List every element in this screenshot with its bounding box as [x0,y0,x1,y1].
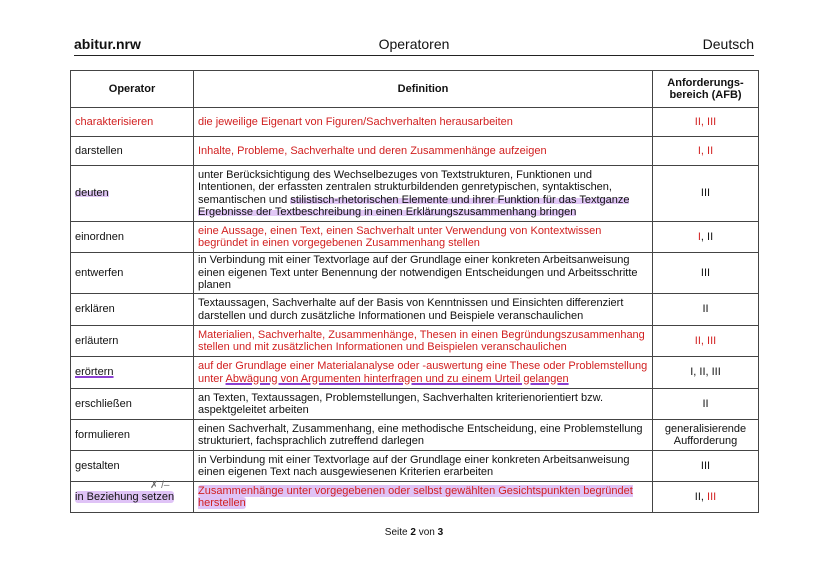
operator-cell [71,482,194,513]
operator-cell: formulieren [71,420,194,451]
afb-cell: I, II [653,137,759,166]
definition-cell: die jeweilige Eigenart von Figuren/Sachverhalten herausarbeiten [194,108,653,137]
table-row [71,451,759,482]
definition-cell [194,357,653,389]
underlined-operator: erörtern [75,366,114,379]
afb-cell: III [653,451,759,482]
footer-middle: von [415,527,438,538]
highlighted-operator: in Beziehung setzen [75,490,175,503]
definition-cell: in Verbindung mit einer Textvorlage auf der Grundlage einer konkreten Arbeitsanweisung einen eigenen Text nach ausgewiesenen Kriterien erarbeiten [194,451,653,482]
definition-cell: Inhalte, Probleme, Sachverhalte und deren Zusammenhänge aufzeigen [194,137,653,166]
afb-cell [653,482,759,513]
operator-cell [71,166,194,222]
table-row [71,108,759,137]
operators-table [70,70,759,513]
afb-cell: III [653,166,759,222]
operator-cell [71,357,194,389]
afb-black: II, [694,490,708,503]
page-footer [0,527,828,538]
afb-cell: generalisierende Aufforderung [653,420,759,451]
afb-cell: II [653,389,759,420]
table-row [71,166,759,222]
definition-cell [194,166,653,222]
header-left: abitur.nrw [74,36,141,52]
header-title: Operatoren [378,36,450,52]
footer-total: 3 [437,527,444,538]
afb-cell [653,222,759,253]
table-row [71,326,759,357]
table-row [71,482,759,513]
handwritten-marks: ✗ /– [150,480,170,491]
definition-cell: einen Sachverhalt, Zusammenhang, eine methodische Entscheidung, eine Problemstellung strukturiert, fachsprachlich zutreffend darlegen [194,420,653,451]
highlighted-text: Zusammenhänge unter vorgegebenen oder selbst gewählten Gesichtspunkten begründet herstellen [198,484,633,509]
operator-cell: erschließen [71,389,194,420]
highlighted-text: stilistisch-rhetorischen Elemente und ihrer Funktion für das Textganze Ergebnisse der Textbeschreibung in einen Erklärungszusammenhang bringen [198,193,630,218]
definition-cell: Textaussagen, Sachverhalte auf der Basis von Kenntnissen und Einsichten differenziert darstellen und durch zusätzliche Informationen und Beispiele veranschaulichen [194,294,653,326]
table-row [71,357,759,389]
header-rule [74,55,754,56]
footer-page: 2 [410,527,416,538]
operator-cell: erklären [71,294,194,326]
column-header-operator: Operator [71,71,194,108]
header-subject: Deutsch [702,36,754,52]
table-row [71,222,759,253]
table-header-row [71,71,759,108]
table-row [71,253,759,294]
footer-prefix: Seite [384,527,411,538]
afb-cell: II [653,294,759,326]
definition-cell: in Verbindung mit einer Textvorlage auf der Grundlage einer konkreten Arbeitsanweisung einen eigenen Text unter Benennung der notwendigen Entscheidungen und Arbeitsschritte planen [194,253,653,294]
operator-cell: darstellen [71,137,194,166]
definition-cell: eine Aussage, einen Text, einen Sachverhalt unter Verwendung von Kontextwissen begründet in einen vorgegebenen Zusammenhang stellen [194,222,653,253]
column-header-definition: Definition [194,71,653,108]
operator-cell: entwerfen [71,253,194,294]
table-row [71,137,759,166]
afb-cell: II, III [653,108,759,137]
definition-text: auf der Grundlage einer Materialanalyse oder -auswertung eine These oder Problemstellung unter [198,360,648,385]
afb-cell: I, II, III [653,357,759,389]
table-row [71,389,759,420]
operator-cell: gestalten [71,451,194,482]
operator-cell: erläutern [71,326,194,357]
operator-cell: charakterisieren [71,108,194,137]
highlighted-operator: deuten [75,187,109,200]
afb-red: III [707,490,717,503]
definition-cell: Materialien, Sachverhalte, Zusammenhänge, Thesen in einen Begründungszusammenhang stellen und mit zusätzlichen Informationen und Beispielen veranschaulichen [194,326,653,357]
afb-black: , II [700,230,714,243]
afb-red: I [697,230,701,243]
afb-cell: II, III [653,326,759,357]
column-header-afb: Anforderungs- bereich (AFB) [653,71,759,108]
definition-cell: an Texten, Textaussagen, Problemstellungen, Sachverhalten kriterienorientiert bzw. aspektgeleitet arbeiten [194,389,653,420]
underlined-text: Abwägung von Argumenten hinterfragen und zu einem Urteil gelangen [225,372,569,385]
afb-cell: III [653,253,759,294]
definition-text: unter Berücksichtigung des Wechselbezuges von Textstrukturen, Funktionen und Intentionen, der erfassten zentralen strukturbildenden genretypischen, syntaktischen, semantischen und [198,168,612,206]
definition-cell [194,482,653,513]
operator-cell: einordnen [71,222,194,253]
table-row [71,294,759,326]
table-row [71,420,759,451]
